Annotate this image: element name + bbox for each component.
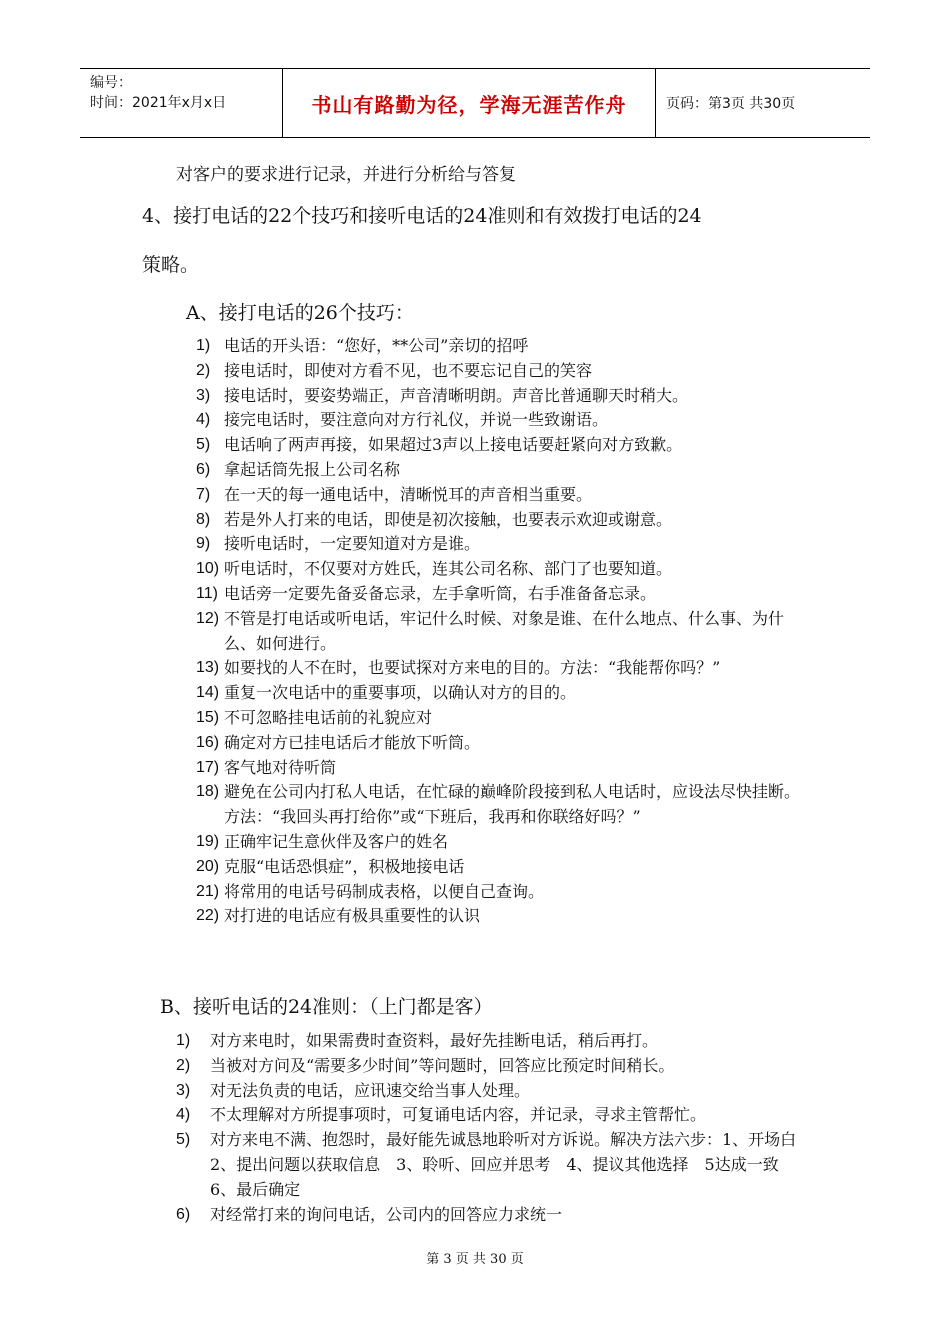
header-page-info: 页码：第3页 共30页	[666, 96, 796, 112]
list-item	[196, 532, 812, 557]
document-header	[80, 68, 870, 138]
list-item-text: 电话旁一定要先备妥备忘录，左手拿听筒，右手准备备忘录。	[224, 583, 657, 603]
list-item-number: 6)	[176, 1205, 191, 1223]
list-item-text: 听电话时，不仅要对方姓氏，连其公司名称、部门了也要知道。	[224, 559, 673, 579]
list-item	[196, 706, 812, 731]
list-item-number: 8)	[196, 510, 211, 528]
list-item-text: 将常用的电话号码制成表格，以便自己查询。	[224, 881, 545, 901]
list-item-text: 接听电话时，一定要知道对方是谁。	[224, 534, 481, 554]
list-item	[196, 855, 812, 880]
intro-paragraph: 对客户的要求进行记录，并进行分析给与答复	[176, 165, 516, 185]
list-item-number: 12)	[196, 609, 220, 627]
list-item-number: 16)	[196, 733, 220, 751]
list-item-number: 6)	[196, 460, 211, 478]
list-item-number: 3)	[196, 386, 211, 404]
section-4-heading: 4、接打电话的22个技巧和接听电话的24准则和有效拨打电话的24	[142, 205, 702, 227]
list-item-number: 20)	[196, 857, 220, 875]
list-item	[196, 557, 812, 582]
list-item-number: 2)	[176, 1056, 191, 1074]
list-item-text: 接电话时，即使对方看不见，也不要忘记自己的笑容	[224, 360, 593, 380]
list-item	[196, 780, 812, 830]
list-item-text: 确定对方已挂电话后才能放下听筒。	[224, 732, 481, 752]
list-item	[196, 731, 812, 756]
list-item-text: 克服“电话恐惧症”，积极地接电话	[224, 856, 465, 876]
page-footer: 第 3 页 共 30 页	[426, 1252, 524, 1267]
list-item-number: 2)	[196, 361, 211, 379]
list-item-text: 接电话时，要姿势端正，声音清晰明朗。声音比普通聊天时稍大。	[224, 385, 689, 405]
list-item	[196, 384, 812, 409]
list-item-text: 接完电话时，要注意向对方行礼仪，并说一些致谢语。	[224, 410, 609, 430]
list-item-number: 4)	[196, 411, 211, 429]
list-item-text: 若是外人打来的电话，即使是初次接触，也要表示欢迎或谢意。	[224, 509, 673, 529]
list-item-number: 15)	[196, 708, 220, 726]
list-item	[196, 582, 812, 607]
list-item	[176, 1079, 816, 1104]
list-item-number: 4)	[176, 1106, 191, 1124]
section-b-list	[176, 1029, 816, 1227]
list-item-number: 17)	[196, 758, 220, 776]
list-item	[196, 458, 812, 483]
list-item-text: 在一天的每一通电话中，清晰悦耳的声音相当重要。	[224, 484, 593, 504]
list-item	[196, 433, 812, 458]
list-item-text: 当被对方问及“需要多少时间”等问题时，回答应比预定时间稍长。	[210, 1055, 675, 1075]
list-item	[196, 334, 812, 359]
list-item-text: 重复一次电话中的重要事项，以确认对方的目的。	[224, 683, 577, 703]
list-item-text: 拿起话筒先报上公司名称	[224, 459, 401, 479]
list-item	[196, 880, 812, 905]
list-item-text: 对打进的电话应有极具重要性的认识	[224, 906, 481, 926]
list-item	[176, 1029, 816, 1054]
list-item	[176, 1203, 816, 1228]
section-a-list	[196, 334, 812, 929]
list-item-text: 对方来电不满、抱怨时，最好能先诚恳地聆听对方诉说。解决方法六步：1、开场白 2、提出问题以获取信息 3、聆听、回应并思考 4、提议其他选择 5达成一致 6、最后确定	[210, 1130, 813, 1199]
list-item-text: 对方来电时，如果需费时查资料，最好先挂断电话，稍后再打。	[210, 1031, 659, 1050]
list-item-text: 不管是打电话或听电话，牢记什么时候、对象是谁、在什么地点、什么事、为什么、如何进行。	[224, 608, 785, 653]
list-item-number: 1)	[176, 1032, 191, 1049]
list-item-text: 避免在公司内打私人电话，在忙碌的巅峰阶段接到私人电话时，应设法尽快挂断。方法：“我回头再打给你”或“下班后，我再和你联络好吗？”	[224, 782, 801, 827]
list-item	[196, 904, 812, 929]
header-date-label: 时间：2021年x月x日	[90, 95, 227, 111]
list-item-text: 不太理解对方所提事项时，可复诵电话内容，并记录，寻求主管帮忙。	[210, 1105, 707, 1125]
header-number-label: 编号：	[90, 75, 132, 91]
list-item-number: 1)	[196, 337, 211, 354]
list-item	[196, 607, 812, 657]
list-item-text: 对经常打来的询问电话，公司内的回答应力求统一	[210, 1204, 563, 1224]
list-item-number: 13)	[196, 659, 220, 677]
section-b-heading: B、接听电话的24准则：（上门都是客）	[160, 996, 493, 1018]
header-motto: 书山有路勤为径，学海无涯苦作舟	[311, 92, 627, 117]
list-item	[196, 681, 812, 706]
list-item-text: 电话的开头语：“您好，**公司”亲切的招呼	[224, 336, 529, 355]
list-item-number: 5)	[176, 1131, 191, 1149]
header-meta	[90, 73, 280, 113]
list-item	[176, 1054, 816, 1079]
list-item	[196, 359, 812, 384]
list-item-number: 19)	[196, 832, 220, 850]
list-item-text: 电话响了两声再接，如果超过3声以上接电话要赶紧向对方致歉。	[224, 435, 683, 455]
list-item	[196, 756, 812, 781]
section-4-heading-continued: 策略。	[142, 254, 200, 276]
list-item-number: 5)	[196, 436, 211, 454]
list-item-text: 对无法负责的电话，应讯速交给当事人处理。	[210, 1080, 531, 1100]
list-item-number: 9)	[196, 535, 211, 553]
header-divider	[655, 69, 656, 137]
list-item	[196, 656, 812, 681]
list-item	[196, 483, 812, 508]
list-item-text: 正确牢记生意伙伴及客户的姓名	[224, 831, 449, 851]
list-item-text: 客气地对待听筒	[224, 757, 337, 777]
list-item-number: 11)	[196, 584, 218, 602]
list-item-number: 3)	[176, 1081, 191, 1099]
list-item	[196, 830, 812, 855]
list-item	[176, 1103, 816, 1128]
list-item-number: 10)	[196, 560, 220, 578]
list-item-number: 18)	[196, 783, 220, 801]
list-item	[196, 508, 812, 533]
list-item-text: 如要找的人不在时，也要试探对方来电的目的。方法：“我能帮你吗？”	[224, 658, 721, 678]
list-item	[196, 408, 812, 433]
list-item	[176, 1128, 816, 1202]
list-item-number: 14)	[196, 684, 220, 702]
section-a-heading: A、接打电话的26个技巧：	[186, 302, 414, 324]
list-item-text: 不可忽略挂电话前的礼貌应对	[224, 707, 433, 727]
list-item-number: 21)	[196, 882, 220, 900]
list-item-number: 22)	[196, 907, 220, 925]
list-item-number: 7)	[196, 485, 211, 503]
